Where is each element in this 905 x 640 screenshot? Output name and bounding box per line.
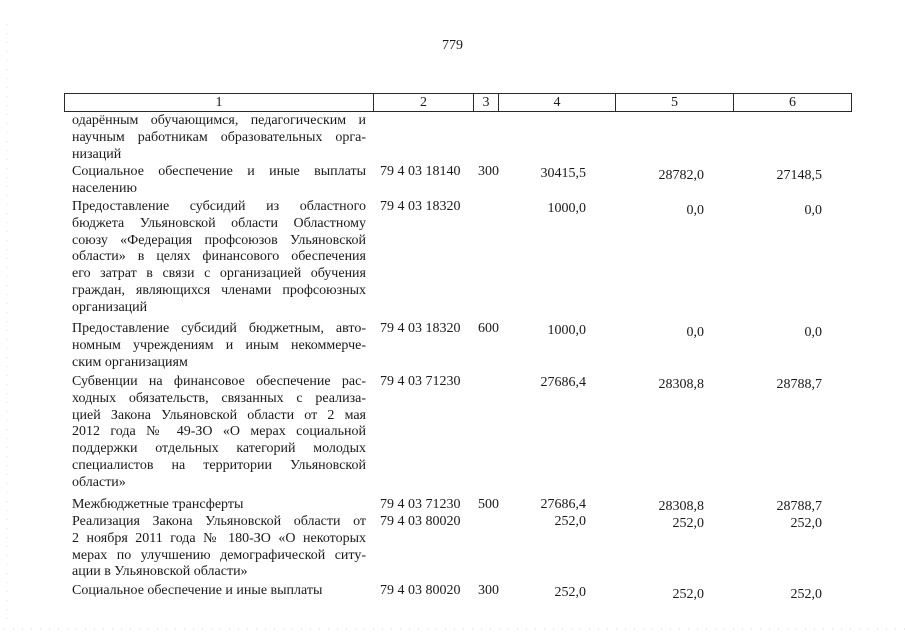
row-4-line-5: специалистов на территории Ульяновской bbox=[72, 457, 366, 473]
row-6-value-6: 252,0 bbox=[790, 516, 822, 531]
row-4-line-4: поддержки отдельных категорий молодых bbox=[72, 441, 366, 457]
row-2-line-4: его затрат в связи с организацией обучения bbox=[72, 266, 366, 282]
row-2-value-5: 0,0 bbox=[686, 203, 704, 218]
row-3-value-6: 0,0 bbox=[804, 325, 822, 340]
row-2-description bbox=[72, 199, 366, 317]
row-6-line-1: 2 ноября 2011 года № 180-ЗО «О некоторых bbox=[72, 530, 366, 546]
row-7-code: 79 4 03 80020 bbox=[380, 583, 461, 598]
row-1-description bbox=[72, 164, 366, 198]
row-3-code: 79 4 03 18320 bbox=[380, 321, 461, 336]
header-col-6: 6 bbox=[733, 94, 851, 111]
scan-edge-bottom bbox=[0, 626, 905, 632]
row-5-vr: 500 bbox=[478, 497, 499, 512]
header-col-5: 5 bbox=[615, 94, 733, 111]
row-3-line-0: Предоставление субсидий бюджетным, авто- bbox=[72, 321, 366, 336]
row-5-description bbox=[72, 497, 366, 514]
row-5-value-5: 28308,8 bbox=[658, 499, 704, 514]
row-4-line-6: области» bbox=[72, 474, 126, 490]
row-4-value-4: 27686,4 bbox=[540, 375, 586, 390]
row-7-value-6: 252,0 bbox=[790, 587, 822, 602]
table-header bbox=[64, 93, 852, 112]
header-col-3: 3 bbox=[473, 94, 498, 111]
row-6-line-0: Реализация Закона Ульяновской области от bbox=[72, 514, 366, 529]
row-5-code: 79 4 03 71230 bbox=[380, 497, 461, 512]
row-3-vr: 600 bbox=[478, 321, 499, 336]
row-1-line-0: Социальное обеспечение и иные выплаты bbox=[72, 164, 366, 179]
row-6-line-3: ации в Ульяновской области» bbox=[72, 564, 248, 580]
row-3-line-2: ским организациям bbox=[72, 354, 188, 370]
header-col-1: 1 bbox=[215, 95, 223, 110]
row-5-line-0: Межбюджетные трансферты bbox=[72, 497, 244, 512]
row-3-value-5: 0,0 bbox=[686, 325, 704, 340]
row-1-value-4: 30415,5 bbox=[540, 166, 586, 181]
row-7-value-5: 252,0 bbox=[672, 587, 704, 602]
row-0-line-0: одарённым обучающимся, педагогическим и bbox=[72, 113, 366, 128]
row-2-line-6: организаций bbox=[72, 299, 148, 315]
row-7-description bbox=[72, 583, 366, 600]
header-col-4: 4 bbox=[498, 94, 615, 111]
row-0-line-1: научным работникам образовательных орга- bbox=[72, 129, 366, 145]
row-5-value-4: 27686,4 bbox=[540, 497, 586, 512]
row-0-description bbox=[72, 113, 366, 163]
header-col-2: 2 bbox=[373, 94, 473, 111]
row-4-value-6: 28788,7 bbox=[776, 377, 822, 392]
row-4-code: 79 4 03 71230 bbox=[380, 374, 461, 389]
page-number: 779 bbox=[442, 38, 463, 53]
row-6-description bbox=[72, 514, 366, 581]
row-2-line-5: граждан, являющихся членами профсоюзных bbox=[72, 282, 366, 298]
row-6-value-4: 252,0 bbox=[554, 514, 586, 529]
row-3-value-4: 1000,0 bbox=[547, 323, 586, 338]
row-0-line-2: низаций bbox=[72, 146, 122, 162]
row-4-description bbox=[72, 374, 366, 492]
row-2-line-2: союзу «Федерация профсоюзов Ульяновской bbox=[72, 232, 366, 248]
row-6-value-5: 252,0 bbox=[672, 516, 704, 531]
row-3-line-1: номным учреждениям и иным некоммерче- bbox=[72, 337, 366, 353]
row-4-line-2: цией Закона Ульяновской области от 2 мая bbox=[72, 407, 366, 423]
row-1-line-1: населению bbox=[72, 180, 137, 196]
row-7-value-4: 252,0 bbox=[554, 585, 586, 600]
row-1-code: 79 4 03 18140 bbox=[380, 164, 461, 179]
row-7-line-0: Социальное обеспечение и иные выплаты bbox=[72, 583, 323, 598]
row-3-description bbox=[72, 321, 366, 371]
row-2-code: 79 4 03 18320 bbox=[380, 199, 461, 214]
row-1-vr: 300 bbox=[478, 164, 499, 179]
row-2-value-6: 0,0 bbox=[804, 203, 822, 218]
scan-edge-left bbox=[6, 20, 8, 620]
row-7-vr: 300 bbox=[478, 583, 499, 598]
row-4-line-0: Субвенции на финансовое обеспечение рас- bbox=[72, 374, 366, 389]
row-2-value-4: 1000,0 bbox=[547, 201, 586, 216]
row-2-line-1: бюджета Ульяновской области Областному bbox=[72, 215, 366, 231]
row-1-value-5: 28782,0 bbox=[658, 168, 704, 183]
row-4-line-3: 2012 года № 49-ЗО «О мерах социальной bbox=[72, 424, 366, 440]
row-4-line-1: ходных обязательств, связанных с реализа- bbox=[72, 390, 366, 406]
row-4-value-5: 28308,8 bbox=[658, 377, 704, 392]
row-2-line-0: Предоставление субсидий из областного bbox=[72, 199, 366, 214]
row-6-code: 79 4 03 80020 bbox=[380, 514, 461, 529]
row-5-value-6: 28788,7 bbox=[776, 499, 822, 514]
row-6-line-2: мерах по улучшению демографической ситу- bbox=[72, 547, 366, 563]
row-1-value-6: 27148,5 bbox=[776, 168, 822, 183]
row-2-line-3: области» в целях финансового обеспечения bbox=[72, 249, 366, 265]
